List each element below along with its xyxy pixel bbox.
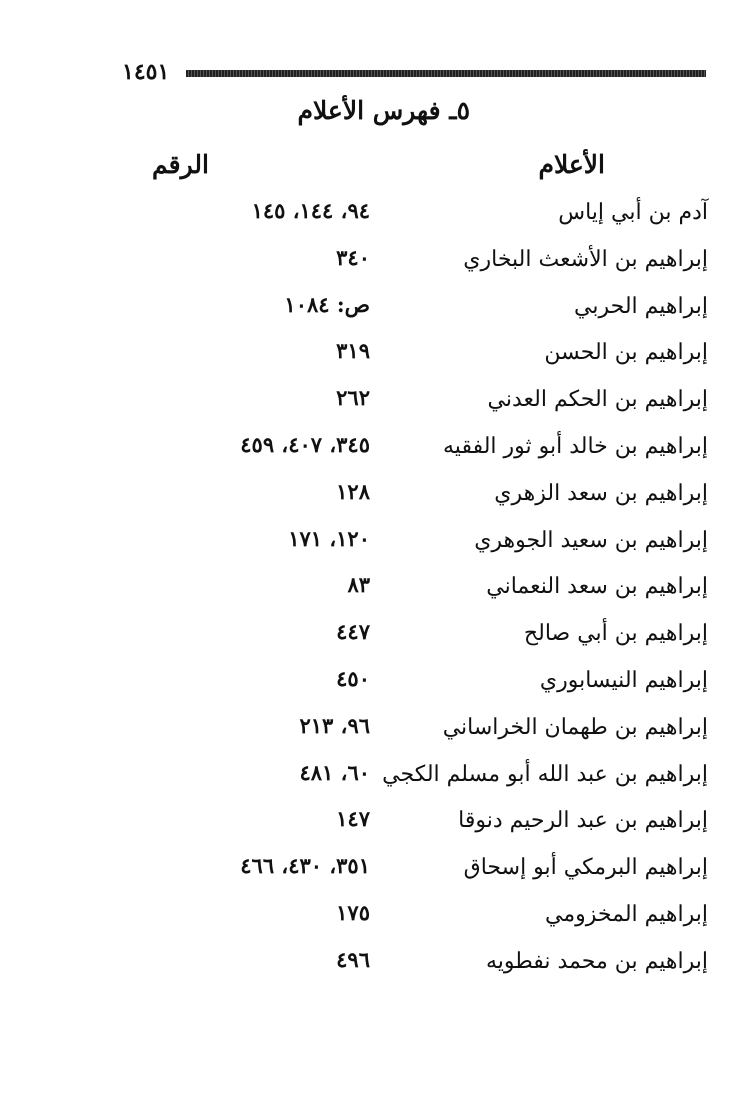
index-row (120, 243, 710, 290)
index-row (120, 851, 710, 898)
person-name: إبراهيم بن عبد الله أبو مسلم الكجي (382, 761, 708, 787)
reference-numbers: ١٤٧ (336, 806, 370, 832)
person-name: إبراهيم بن محمد نفطويه (485, 948, 708, 974)
person-name: آدم بن أبي إياس (558, 200, 708, 225)
reference-numbers: ٣١٩ (336, 338, 370, 364)
person-name: إبراهيم بن سعد النعماني (486, 574, 708, 600)
index-row (120, 617, 710, 664)
person-name: إبراهيم بن الحكم العدني (487, 387, 708, 413)
reference-numbers: ٨٣ (347, 572, 370, 598)
person-name: إبراهيم بن طهمان الخراساني (442, 714, 708, 740)
index-row (120, 196, 710, 243)
person-name: إبراهيم المخزومي (545, 901, 708, 927)
index-row (120, 477, 710, 524)
index-row (120, 711, 710, 758)
reference-numbers: ٣٥١، ٤٣٠، ٤٦٦ (240, 853, 370, 879)
index-row (120, 430, 710, 477)
header-rule (186, 70, 706, 77)
index-row (120, 336, 710, 383)
index-row (120, 804, 710, 851)
index-row (120, 290, 710, 337)
person-name: إبراهيم الحربي (574, 293, 708, 319)
person-name: إبراهيم بن سعد الزهري (494, 480, 708, 506)
numbers-column-header: الرقم (152, 150, 209, 179)
index-row (120, 945, 710, 992)
person-name: إبراهيم بن عبد الرحيم دنوقا (458, 808, 708, 834)
person-name: إبراهيم بن خالد أبو ثور الفقيه (443, 433, 708, 459)
person-name: إبراهيم بن الحسن (544, 340, 708, 366)
page-number: ١٤٥١ (122, 59, 170, 85)
reference-numbers: ٩٤، ١٤٤، ١٤٥ (251, 198, 370, 223)
reference-numbers: ٤٤٧ (336, 619, 370, 645)
index-table (120, 196, 710, 992)
reference-numbers: ٦٠، ٤٨١ (299, 759, 370, 785)
reference-numbers: ٣٤٠ (336, 244, 370, 270)
index-row (120, 898, 710, 945)
names-column-header: الأعلام (538, 150, 605, 179)
reference-numbers: ص: ١٠٨٤ (284, 291, 370, 317)
reference-numbers: ٣٤٥، ٤٠٧، ٤٥٩ (240, 431, 370, 457)
reference-numbers: ٩٦، ٢١٣ (299, 712, 370, 738)
person-name: إبراهيم النيسابوري (539, 667, 708, 693)
index-row (120, 383, 710, 430)
person-name: إبراهيم بن أبي صالح (523, 621, 708, 647)
index-row (120, 524, 710, 571)
section-title: ٥ـ فهرس الأعلام (297, 96, 470, 125)
person-name: إبراهيم بن الأشعث البخاري (463, 246, 708, 272)
index-row (120, 570, 710, 617)
reference-numbers: ١٢٠، ١٧١ (288, 525, 370, 551)
reference-numbers: ١٧٥ (336, 899, 370, 925)
reference-numbers: ٢٦٢ (336, 385, 370, 411)
person-name: إبراهيم البرمكي أبو إسحاق (463, 855, 708, 881)
reference-numbers: ١٢٨ (336, 478, 370, 504)
reference-numbers: ٤٩٦ (336, 946, 370, 972)
reference-numbers: ٤٥٠ (336, 665, 370, 691)
person-name: إبراهيم بن سعيد الجوهري (474, 527, 708, 553)
index-row (120, 664, 710, 711)
index-row (120, 758, 710, 805)
